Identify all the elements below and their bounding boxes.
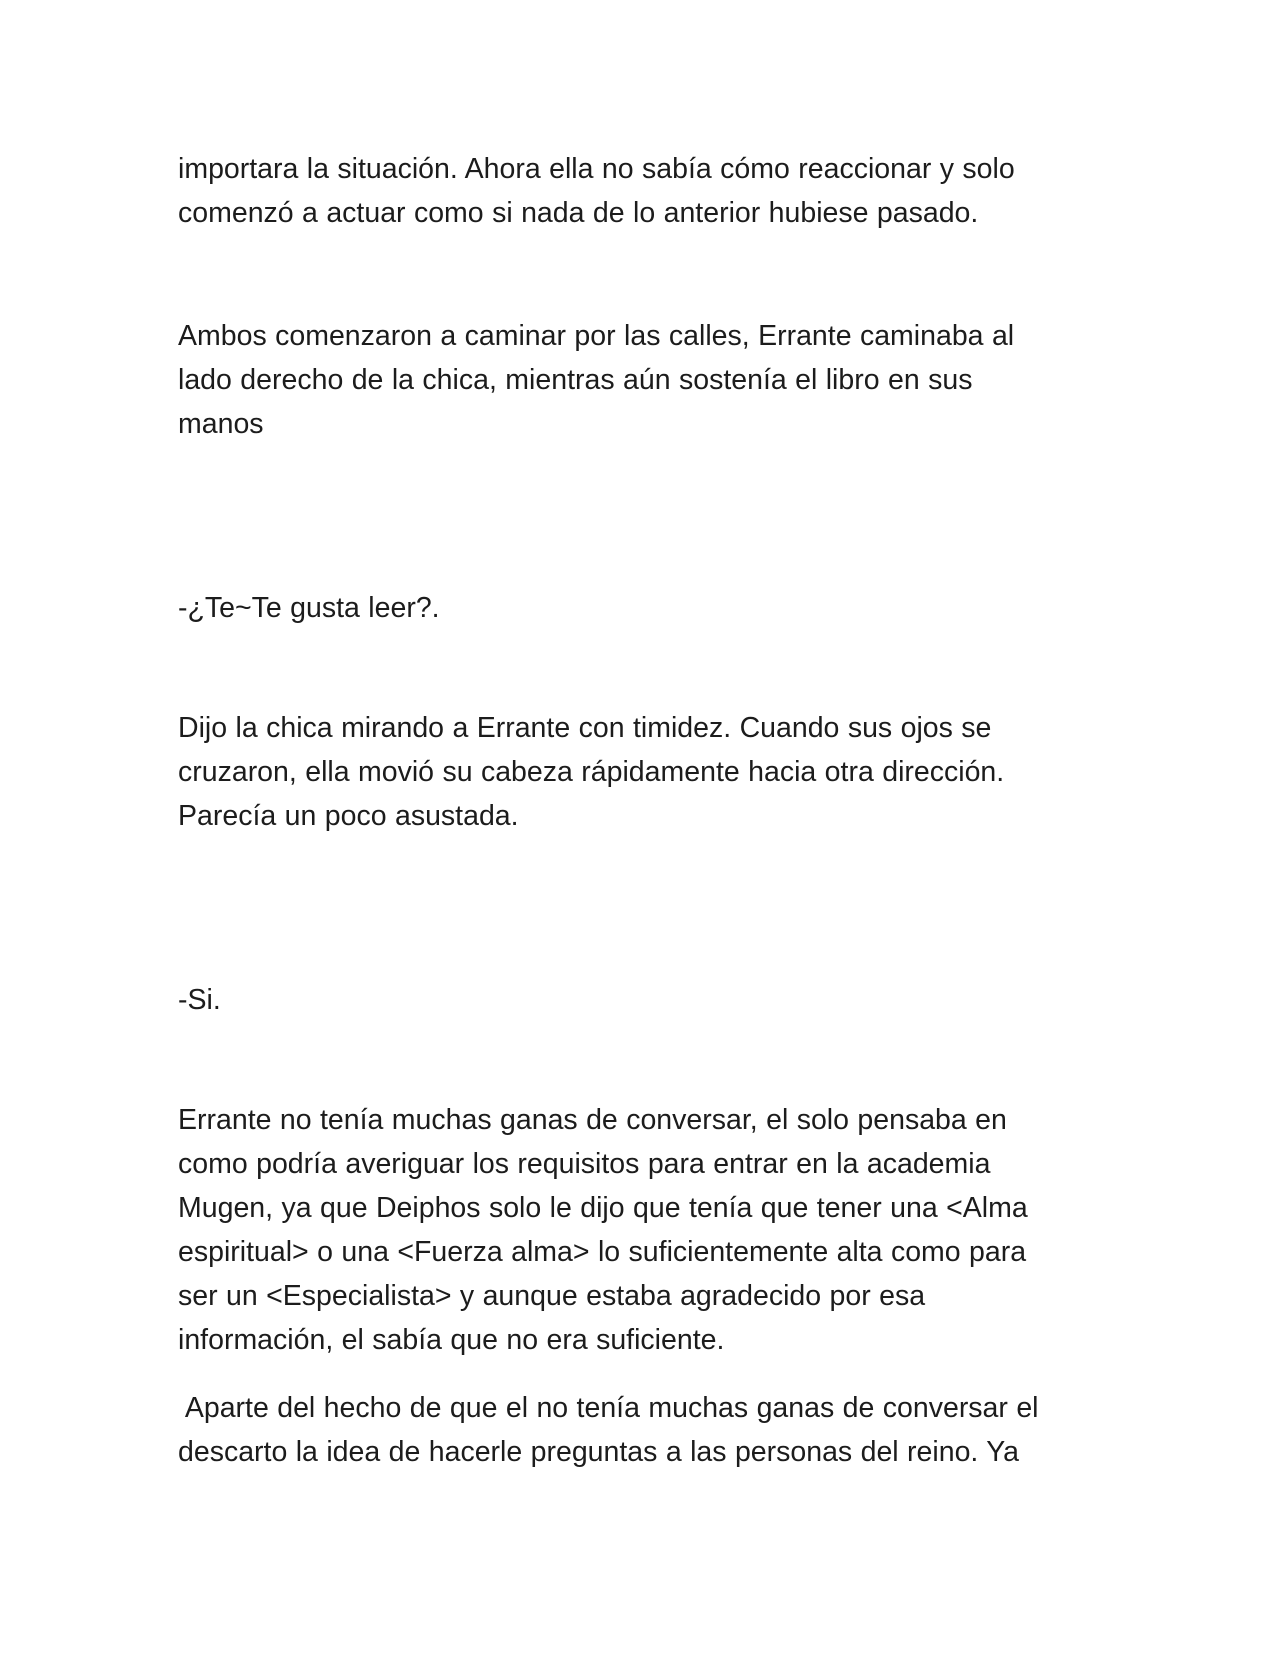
paragraph [178,147,1108,235]
text-line: como podría averiguar los requisitos para entrar en la academia [178,1148,991,1180]
text-line: comenzó a actuar como si nada de lo anterior hubiese pasado. [178,197,979,229]
text-line: -Si. [178,984,221,1016]
text-line: cruzaron, ella movió su cabeza rápidamente hacia otra dirección. [178,756,1005,788]
text-line: ser un <Especialista> y aunque estaba agradecido por esa [178,1280,926,1312]
text-line: Parecía un poco asustada. [178,800,519,832]
text-line: descarto la idea de hacerle preguntas a las personas del reino. Ya [178,1436,1019,1468]
text-line: información, el sabía que no era suficiente. [178,1324,725,1356]
text-line: -¿Te~Te gusta leer?. [178,592,440,624]
text-line: Ambos comenzaron a caminar por las calles, Errante caminaba al [178,320,1015,352]
dialogue-line [178,978,1108,1022]
dialogue-line [178,586,1108,630]
paragraph [178,706,1108,838]
text-line: manos [178,408,264,440]
paragraph [178,314,1108,446]
text-line: Errante no tenía muchas ganas de conversar, el solo pensaba en [178,1104,1007,1136]
paragraph [178,1386,1108,1474]
text-line: Mugen, ya que Deiphos solo le dijo que tenía que tener una <Alma [178,1192,1028,1224]
paragraph [178,1098,1108,1362]
text-line: importara la situación. Ahora ella no sabía cómo reaccionar y solo [178,153,1015,185]
text-line: lado derecho de la chica, mientras aún sostenía el libro en sus [178,364,973,396]
text-line: Dijo la chica mirando a Errante con timidez. Cuando sus ojos se [178,712,992,744]
text-line: espiritual> o una <Fuerza alma> lo suficientemente alta como para [178,1236,1027,1268]
text-line: Aparte del hecho de que el no tenía muchas ganas de conversar el [178,1392,1039,1424]
